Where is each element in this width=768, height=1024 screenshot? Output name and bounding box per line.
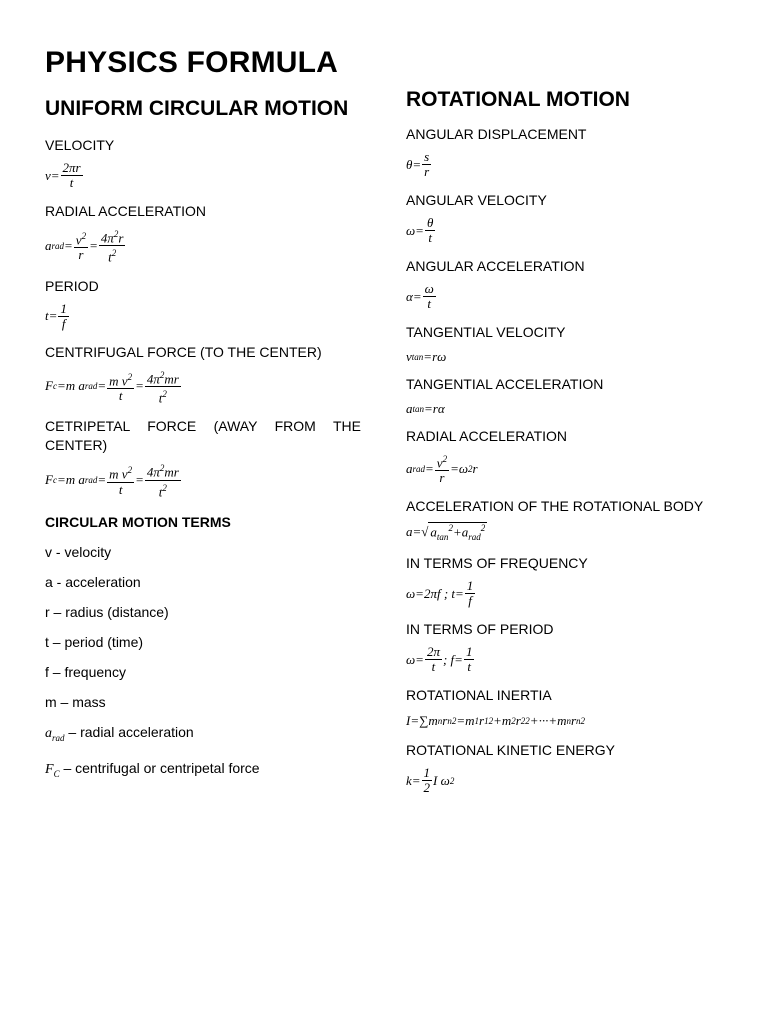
angular-acceleration-label: ANGULAR ACCELERATION (406, 258, 585, 274)
term-item-radial-acceleration: $a_{rad}$ – radial acceleration (45, 723, 194, 743)
tangential-acceleration-label: TANGENTIAL ACCELERATION (406, 376, 604, 392)
rotational-motion-heading: ROTATIONAL MOTION (406, 88, 630, 111)
period-label: IN TERMS OF PERIOD (406, 621, 554, 638)
tangential-velocity-formula: v tan =rω (406, 349, 447, 364)
page-title: PHYSICS FORMULA (45, 46, 339, 79)
tangential-acceleration-formula: a tan =rα (406, 401, 445, 416)
angular-displacement-label: ANGULAR DISPLACEMENT (406, 126, 587, 142)
term-item: a - acceleration (45, 573, 141, 590)
centrifugal-force-label: CENTRIFUGAL FORCE (TO THE CENTER) (45, 343, 322, 360)
radial-acceleration-formula: a rad = $\frac{v^2}{r}$ =ω 2 r (406, 454, 478, 486)
frequency-formula: ω=2πf ; t= $\frac{1}{f}$ (406, 578, 474, 609)
period-label: PERIOD (45, 277, 99, 294)
left-column (45, 94, 361, 784)
term-item: m – mass (45, 693, 106, 710)
period-formula: t= $\frac{1}{f}$ (45, 300, 67, 331)
centripetal-force-label: CETRIPETAL FORCE (AWAY FROM THE CENTER) (45, 418, 361, 454)
velocity-formula: v= $\frac{2\pi r}{t}$ (45, 160, 81, 190)
term-item: r – radius (distance) (45, 603, 169, 620)
uniform-circular-motion-heading: UNIFORM CIRCULAR MOTION (45, 97, 349, 120)
rotational-kinetic-energy-formula: k= $\frac{1}{2}$ I ω 2 (406, 765, 455, 796)
period-formula: ω= $\frac{2\pi}{t}$ ; f= $\frac{1}{t}$ (406, 644, 473, 675)
term-item: v - velocity (45, 543, 112, 560)
radial-acceleration-formula: a rad = $\frac{v^2}{r}$ = $\frac{4\pi^2r}{t^2}$ (45, 229, 124, 265)
tangential-velocity-label: TANGENTIAL VELOCITY (406, 324, 566, 340)
rotational-body-acceleration-label: ACCELERATION OF THE ROTATIONAL BODY (406, 498, 704, 515)
angular-velocity-label: ANGULAR VELOCITY (406, 192, 547, 208)
right-column (406, 85, 722, 795)
angular-acceleration-formula: α= $\frac{\omega}{t}$ (406, 281, 434, 311)
angular-displacement-formula: θ= $\frac{s}{r}$ (406, 149, 430, 179)
rotational-kinetic-energy-label: ROTATIONAL KINETIC ENERGY (406, 742, 615, 759)
frequency-label: IN TERMS OF FREQUENCY (406, 555, 588, 572)
rotational-inertia-formula: I=∑m n r n 2 =m 1 r 1 2 +m 2 r 2 2 +···+m n r n 2 (406, 713, 586, 729)
velocity-label: VELOCITY (45, 137, 115, 153)
term-force-text: – centrifugal or centripetal force (59, 759, 260, 776)
radial-acceleration-label: RADIAL ACCELERATION (45, 203, 207, 219)
term-item: f – frequency (45, 663, 126, 680)
rotational-body-acceleration-formula: a=√ $a_{tan}^2+a_{rad}^2$ (406, 523, 486, 543)
term-radial-acceleration-text: – radial acceleration (64, 723, 194, 740)
radial-acceleration-label: RADIAL ACCELERATION (406, 428, 568, 444)
circular-motion-terms-heading: CIRCULAR MOTION TERMS (45, 513, 231, 530)
angular-velocity-formula: ω= $\frac{\theta}{t}$ (406, 215, 434, 245)
centrifugal-force-formula: F c =m a rad = $\frac{m v^2}{t}$ = $\frac{4\pi^2mr}{t^2}$ (45, 369, 179, 406)
rotational-inertia-label: ROTATIONAL INERTIA (406, 687, 552, 704)
term-item: t – period (time) (45, 633, 144, 650)
centripetal-force-formula: F c =m a rad = $\frac{m v^2}{t}$ = $\frac{4\pi^2mr}{t^2}$ (45, 463, 179, 499)
term-item-force: $F_C$ – centrifugal or centripetal force (45, 759, 260, 779)
